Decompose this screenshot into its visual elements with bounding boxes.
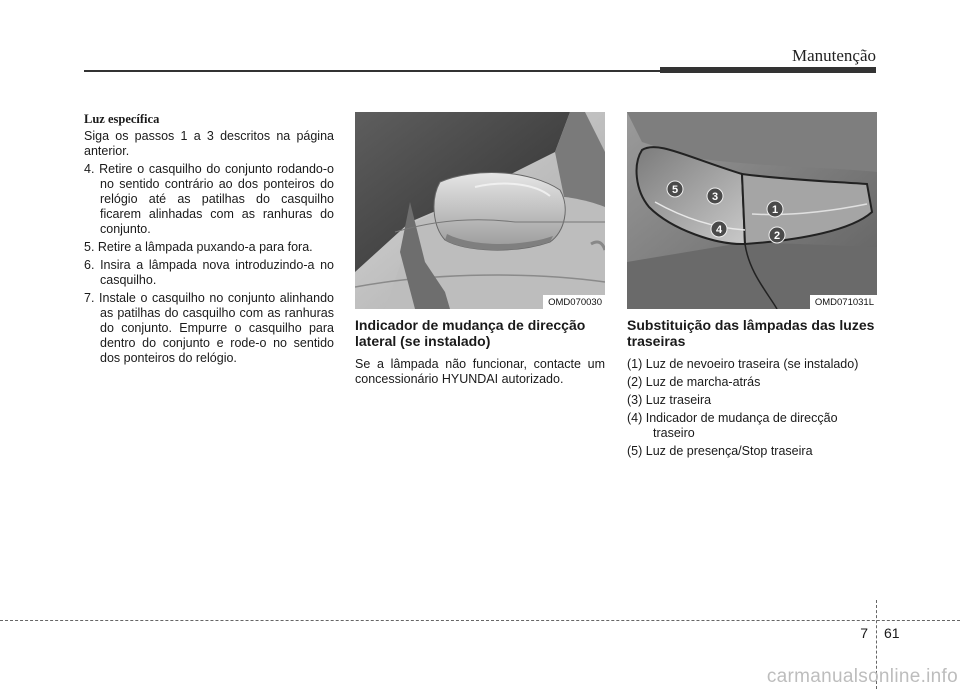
footer-rule [0, 620, 960, 621]
left-column [84, 112, 334, 366]
legend-item: (2) Luz de marcha-atrás [627, 375, 761, 389]
section-heading: Indicador de mudança de direcção lateral (se instalado) [355, 317, 586, 349]
header-rule-accent [660, 67, 876, 73]
step-item: 6. Insira a lâmpada nova introduzindo-a no casquilho. [84, 258, 334, 287]
step-item: 4. Retire o casquilho do conjunto rodando-o no sentido contrário ao dos ponteiros do relógio até as patilhas do casquilho ficarem alinhadas com as ranhuras do conjunto. [84, 162, 334, 236]
side-mirror-photo [355, 112, 605, 309]
callout-3: 3 [711, 191, 719, 203]
subheading: Luz específica [84, 112, 160, 126]
photo-code: OMD070030 [543, 295, 605, 309]
legend-item: (4) Indicador de mudança de direcção traseiro [627, 411, 838, 440]
legend-item: (5) Luz de presença/Stop traseira [627, 444, 813, 458]
section-text: Se a lâmpada não funcionar, contacte um concessionário HYUNDAI autorizado. [355, 357, 605, 386]
side-mirror-illustration [355, 112, 605, 309]
lamp-legend [627, 357, 877, 459]
photo-code: OMD071031L [810, 295, 877, 309]
chapter-number: 7 [860, 625, 868, 641]
header-rule [84, 70, 664, 72]
intro-text: Siga os passos 1 a 3 descritos na página anterior. [84, 129, 334, 158]
page-number: 61 [884, 625, 900, 641]
callout-1: 1 [771, 204, 779, 216]
legend-item: (1) Luz de nevoeiro traseira (se instalado) [627, 357, 859, 371]
tail-lamp-illustration [627, 112, 877, 309]
right-column [627, 112, 877, 462]
section-title: Manutenção [791, 46, 876, 65]
step-item: 5. Retire a lâmpada puxando-a para fora. [84, 240, 313, 254]
section-heading: Substituição das lâmpadas das luzes traseiras [627, 317, 875, 349]
tail-lamp-photo [627, 112, 877, 309]
callout-2: 2 [773, 230, 781, 242]
legend-item: (3) Luz traseira [627, 393, 712, 407]
watermark: carmanualsonline.info [766, 666, 958, 687]
step-item: 7. Instale o casquilho no conjunto alinhando as patilhas do casquilho com as ranhuras do conjunto. Empurre o casquilho para dentro do conjunto e rode-o no sentido dos ponteiros do relógio. [84, 291, 334, 365]
steps-list [84, 162, 334, 366]
callout-4: 4 [715, 224, 723, 236]
callout-5: 5 [671, 184, 679, 196]
middle-column [355, 112, 605, 387]
